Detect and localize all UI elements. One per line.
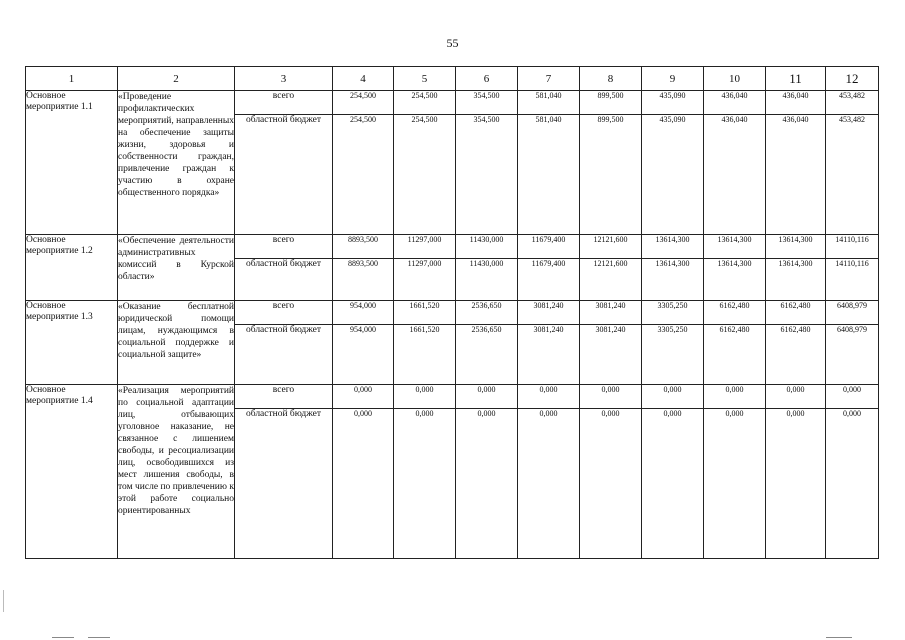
funding-amount: 14110,116	[826, 235, 879, 259]
funding-amount: 0,000	[394, 409, 456, 559]
funding-amount: 0,000	[704, 385, 766, 409]
funding-amount: 12121,600	[580, 259, 642, 301]
funding-amount: 11679,400	[518, 235, 580, 259]
header-row	[26, 67, 879, 91]
funding-amount: 453,482	[826, 91, 879, 115]
column-header: 9	[642, 67, 704, 91]
funding-amount: 11430,000	[456, 235, 518, 259]
funding-amount: 0,000	[704, 409, 766, 559]
funding-amount: 954,000	[333, 325, 394, 385]
funding-amount: 436,040	[766, 91, 826, 115]
funding-amount: 11430,000	[456, 259, 518, 301]
activity-description: «Проведение профилактических мероприятий, направленных на обеспечение защиты жизни, здоровья и собственности граждан, привлечение граждан к участию в охране общественного порядка»	[118, 91, 235, 235]
funding-amount: 899,500	[580, 115, 642, 235]
funding-amount: 6162,480	[766, 301, 826, 325]
activity-description: «Реализация мероприятий по социальной адаптации лиц, отбывающих уголовное наказание, не связанное с лишением свободы, и ресоциализации лиц, освободившихся из мест лишения свободы, в том числе по привлечению к этой работе социально ориентированных	[118, 385, 235, 559]
funding-amount: 13614,300	[766, 259, 826, 301]
funding-amount: 0,000	[333, 385, 394, 409]
funding-amount: 6162,480	[766, 325, 826, 385]
page-number: 55	[446, 36, 459, 50]
scan-edge-mark	[3, 590, 4, 612]
funding-source: всего	[235, 235, 333, 259]
column-header: 2	[118, 67, 235, 91]
activity-description: «Оказание бесплатной юридической помощи лицам, нуждающимся в социальной поддержке и социальной защите»	[118, 301, 235, 385]
funding-source: всего	[235, 91, 333, 115]
activity-name: Основное мероприятие 1.2	[26, 235, 118, 301]
funding-amount: 1661,520	[394, 301, 456, 325]
column-header: 1	[26, 67, 118, 91]
budget-table	[25, 66, 879, 559]
column-header: 11	[766, 67, 826, 91]
funding-amount: 3305,250	[642, 301, 704, 325]
column-header: 3	[235, 67, 333, 91]
funding-amount: 8893,500	[333, 259, 394, 301]
funding-amount: 0,000	[580, 409, 642, 559]
activity-name: Основное мероприятие 1.4	[26, 385, 118, 559]
funding-amount: 0,000	[333, 409, 394, 559]
funding-amount: 0,000	[518, 409, 580, 559]
funding-amount: 354,500	[456, 91, 518, 115]
funding-amount: 0,000	[642, 385, 704, 409]
funding-source: областной бюджет	[235, 115, 333, 235]
funding-amount: 254,500	[333, 115, 394, 235]
funding-source: областной бюджет	[235, 259, 333, 301]
funding-amount: 11297,000	[394, 235, 456, 259]
funding-amount: 254,500	[394, 91, 456, 115]
funding-amount: 3081,240	[518, 301, 580, 325]
funding-amount: 12121,600	[580, 235, 642, 259]
funding-amount: 254,500	[333, 91, 394, 115]
funding-amount: 6162,480	[704, 301, 766, 325]
funding-amount: 2536,650	[456, 301, 518, 325]
funding-amount: 6162,480	[704, 325, 766, 385]
funding-source: всего	[235, 385, 333, 409]
column-header: 7	[518, 67, 580, 91]
funding-amount: 435,090	[642, 115, 704, 235]
funding-amount: 435,090	[642, 91, 704, 115]
funding-source: областной бюджет	[235, 409, 333, 559]
table-row	[26, 91, 879, 115]
scan-edge-mark	[88, 637, 110, 638]
funding-amount: 0,000	[456, 385, 518, 409]
funding-amount: 581,040	[518, 91, 580, 115]
column-header: 10	[704, 67, 766, 91]
funding-amount: 899,500	[580, 91, 642, 115]
funding-amount: 0,000	[766, 409, 826, 559]
scan-edge-mark	[826, 637, 852, 638]
funding-amount: 453,482	[826, 115, 879, 235]
funding-amount: 0,000	[394, 385, 456, 409]
funding-amount: 11297,000	[394, 259, 456, 301]
funding-amount: 436,040	[766, 115, 826, 235]
funding-amount: 954,000	[333, 301, 394, 325]
scan-edge-mark	[52, 637, 74, 638]
activity-description: «Обеспечение деятельности административных комиссий в Курской области»	[118, 235, 235, 301]
table-row	[26, 235, 879, 259]
funding-amount: 2536,650	[456, 325, 518, 385]
funding-amount: 354,500	[456, 115, 518, 235]
funding-amount: 13614,300	[642, 235, 704, 259]
funding-amount: 581,040	[518, 115, 580, 235]
funding-source: всего	[235, 301, 333, 325]
funding-amount: 436,040	[704, 115, 766, 235]
funding-amount: 6408,979	[826, 301, 879, 325]
column-header: 6	[456, 67, 518, 91]
funding-amount: 0,000	[642, 409, 704, 559]
funding-amount: 436,040	[704, 91, 766, 115]
activity-name: Основное мероприятие 1.1	[26, 91, 118, 235]
funding-amount: 8893,500	[333, 235, 394, 259]
funding-amount: 6408,979	[826, 325, 879, 385]
column-header: 12	[826, 67, 879, 91]
funding-amount: 1661,520	[394, 325, 456, 385]
funding-amount: 13614,300	[704, 235, 766, 259]
funding-amount: 0,000	[766, 385, 826, 409]
funding-amount: 254,500	[394, 115, 456, 235]
funding-amount: 13614,300	[704, 259, 766, 301]
funding-source: областной бюджет	[235, 325, 333, 385]
column-header: 4	[333, 67, 394, 91]
column-header: 5	[394, 67, 456, 91]
funding-amount: 0,000	[826, 409, 879, 559]
funding-amount: 11679,400	[518, 259, 580, 301]
funding-amount: 3081,240	[518, 325, 580, 385]
table-row	[26, 301, 879, 325]
funding-amount: 13614,300	[642, 259, 704, 301]
funding-amount: 3081,240	[580, 301, 642, 325]
column-header: 8	[580, 67, 642, 91]
funding-amount: 13614,300	[766, 235, 826, 259]
funding-amount: 0,000	[826, 385, 879, 409]
funding-amount: 0,000	[456, 409, 518, 559]
funding-amount: 0,000	[580, 385, 642, 409]
funding-amount: 14110,116	[826, 259, 879, 301]
table-row	[26, 385, 879, 409]
funding-amount: 3305,250	[642, 325, 704, 385]
activity-name: Основное мероприятие 1.3	[26, 301, 118, 385]
funding-amount: 0,000	[518, 385, 580, 409]
funding-amount: 3081,240	[580, 325, 642, 385]
